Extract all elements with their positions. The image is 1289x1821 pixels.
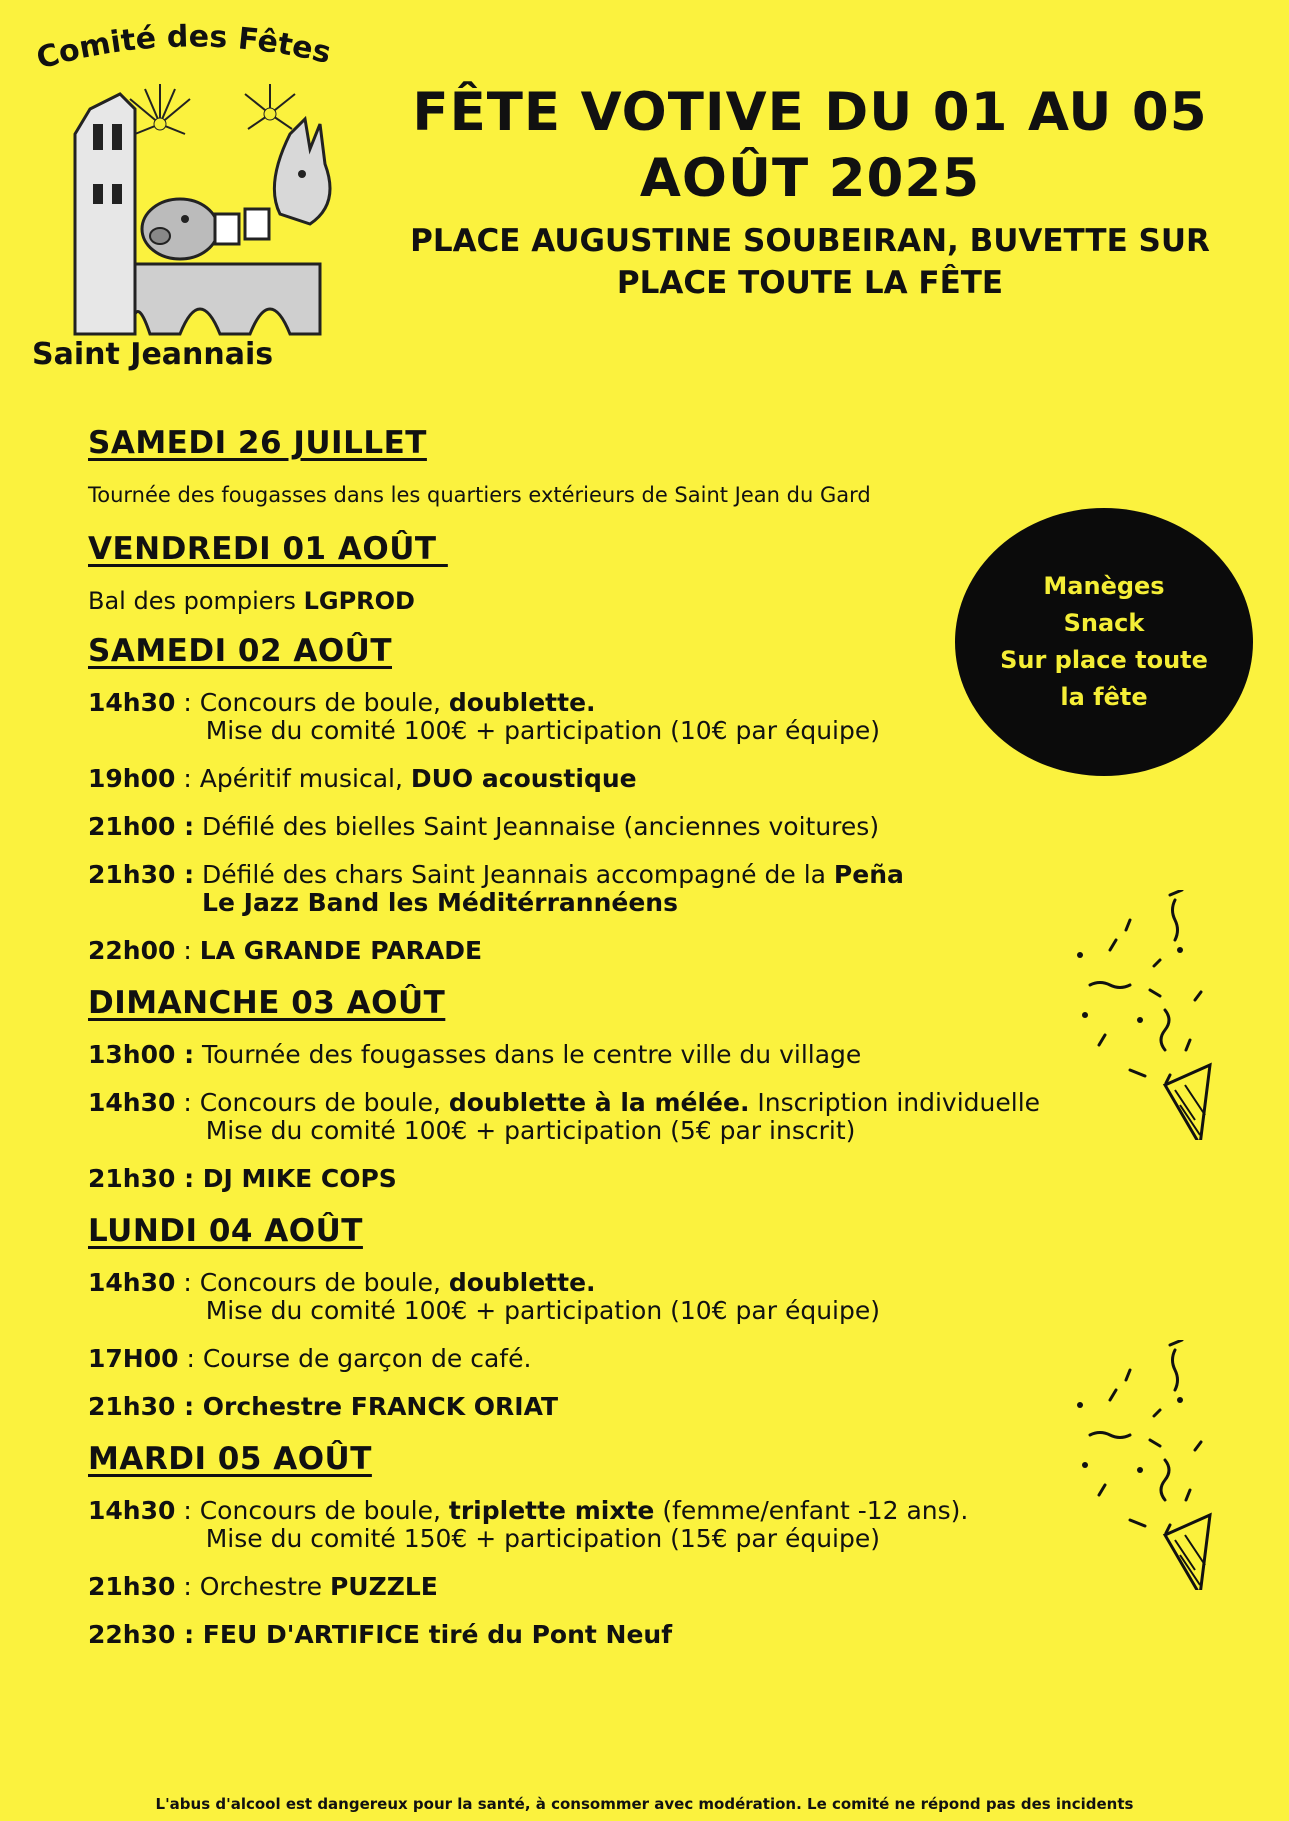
day-title: MARDI 05 AOÛT <box>88 1441 372 1477</box>
event-separator: : <box>175 1268 200 1297</box>
header <box>340 80 1280 304</box>
event-text: Défilé des chars Saint Jeannais accompagné de la <box>202 860 834 889</box>
footer-disclaimer: L'abus d'alcool est dangereux pour la santé, à consommer avec modération. Le comité ne répond pas des incidents <box>155 1795 1134 1813</box>
event-entry <box>88 689 1188 745</box>
event-detail: Mise du comité 100€ + participation (10€ par équipe) <box>205 716 880 745</box>
event-time: 13h00 : <box>88 1040 195 1069</box>
event-subtitle-line-1: PLACE AUGUSTINE SOUBEIRAN, BUVETTE SUR <box>410 223 1210 259</box>
event-entry <box>88 1089 1188 1145</box>
badge-line-3: Sur place toute la fête <box>1000 646 1208 711</box>
event-entry <box>88 1269 1188 1325</box>
event-entry <box>88 861 1188 917</box>
event-time: 14h30 <box>88 1268 176 1297</box>
logo-illustration-icon <box>20 14 360 374</box>
event-time: 14h30 <box>88 1496 176 1525</box>
badge-line-1: Manèges <box>1043 572 1165 600</box>
event-separator: : <box>175 936 200 965</box>
event-highlight: triplette mixte <box>448 1496 655 1525</box>
day-section <box>88 1213 1188 1421</box>
event-highlight: DUO acoustique <box>410 764 637 793</box>
event-time: 17H00 <box>88 1344 179 1373</box>
event-line: Tournée des fougasses dans les quartiers extérieurs de Saint Jean du Gard <box>88 483 871 507</box>
day-title: SAMEDI 02 AOÛT <box>88 633 392 669</box>
event-entry <box>88 1621 1188 1649</box>
event-separator: : <box>178 1344 203 1373</box>
event-separator: : <box>175 1088 200 1117</box>
event-entry <box>88 765 1188 793</box>
day-section <box>88 531 1188 615</box>
event-text: Bal des pompiers <box>88 587 304 615</box>
day-title: SAMEDI 26 JUILLET <box>88 425 427 461</box>
event-text: Course de garçon de café. <box>202 1344 532 1373</box>
day-title: LUNDI 04 AOÛT <box>88 1213 363 1249</box>
event-subtitle-line-2: PLACE TOUTE LA FÊTE <box>616 265 1004 301</box>
event-detail: Mise du comité 100€ + participation (5€ par inscrit) <box>205 1116 856 1145</box>
event-text: Concours de boule, <box>199 1268 449 1297</box>
event-separator: : <box>175 1572 200 1601</box>
event-separator <box>194 861 202 917</box>
event-separator <box>194 813 202 841</box>
event-entry <box>88 1345 1188 1373</box>
event-highlight: tiré du Pont Neuf <box>419 1620 673 1649</box>
event-highlight: PUZZLE <box>329 1572 438 1601</box>
event-title-line-1: FÊTE VOTIVE DU 01 AU 05 <box>412 82 1208 143</box>
event-time: 21h00 : <box>88 812 195 841</box>
event-time: 22h00 <box>88 936 176 965</box>
event-text: Inscription individuelle <box>749 1088 1041 1117</box>
event-separator: : <box>175 1496 200 1525</box>
event-entry <box>88 1393 1188 1421</box>
event-text: (femme/enfant -12 ans). <box>654 1496 969 1525</box>
event-detail: Mise du comité 150€ + participation (15€ par équipe) <box>205 1524 880 1553</box>
day-section <box>88 1441 1188 1649</box>
event-text: Concours de boule, <box>199 688 449 717</box>
day-section <box>88 985 1188 1193</box>
event-separator: : <box>175 688 200 717</box>
event-time: 21h30 <box>88 1572 176 1601</box>
event-entry <box>88 813 1188 841</box>
event-highlight: doublette à la mélée. <box>448 1088 750 1117</box>
event-text: Orchestre <box>199 1572 330 1601</box>
event-entry <box>88 1041 1188 1069</box>
event-title-line-2: AOÛT 2025 <box>639 148 981 209</box>
event-detail: Mise du comité 100€ + participation (10€ par équipe) <box>205 1296 880 1325</box>
program <box>88 425 1188 1669</box>
badge-line-2: Snack <box>1063 609 1145 637</box>
event-highlight: LA GRANDE PARADE <box>199 936 483 965</box>
event-time: 14h30 <box>88 688 176 717</box>
event-entry <box>88 1497 1188 1553</box>
event-highlight: doublette. <box>448 688 596 717</box>
event-subtitle <box>340 220 1280 304</box>
logo-top-text: Comité des Fêtes <box>32 19 335 77</box>
event-separator <box>194 1041 202 1069</box>
event-text: Défilé des bielles Saint Jeannaise (anciennes voitures) <box>202 812 880 841</box>
day-section <box>88 425 1188 509</box>
event-highlight: LGPROD <box>303 587 415 615</box>
day-title: DIMANCHE 03 AOÛT <box>88 985 446 1021</box>
event-time: 19h00 <box>88 764 176 793</box>
day-title: VENDREDI 01 AOÛT <box>88 531 448 567</box>
event-highlight: 22h30 : FEU D'ARTIFICE <box>88 1620 420 1649</box>
logo-bottom-text: Saint Jeannais <box>32 337 274 372</box>
logo <box>20 14 360 374</box>
day-section <box>88 633 1188 965</box>
event-text: Concours de boule, <box>199 1088 449 1117</box>
event-highlight: Peña <box>833 860 904 889</box>
event-text: Apéritif musical, <box>199 764 411 793</box>
event-time: 14h30 <box>88 1088 176 1117</box>
event-entry <box>88 1573 1188 1601</box>
event-time: 21h30 : <box>88 860 195 889</box>
event-text: Concours de boule, <box>199 1496 449 1525</box>
event-line <box>88 587 1188 615</box>
event-text: Tournée des fougasses dans le centre ville du village <box>202 1040 862 1069</box>
event-separator: : <box>175 764 200 793</box>
event-highlight: doublette. <box>448 1268 596 1297</box>
event-highlight: 21h30 : Orchestre FRANCK ORIAT <box>88 1392 559 1421</box>
event-detail: Le Jazz Band les Méditérrannéens <box>202 888 678 917</box>
event-entry <box>88 1165 1188 1193</box>
event-entry <box>88 937 1188 965</box>
event-highlight: 21h30 : DJ MIKE COPS <box>88 1164 397 1193</box>
